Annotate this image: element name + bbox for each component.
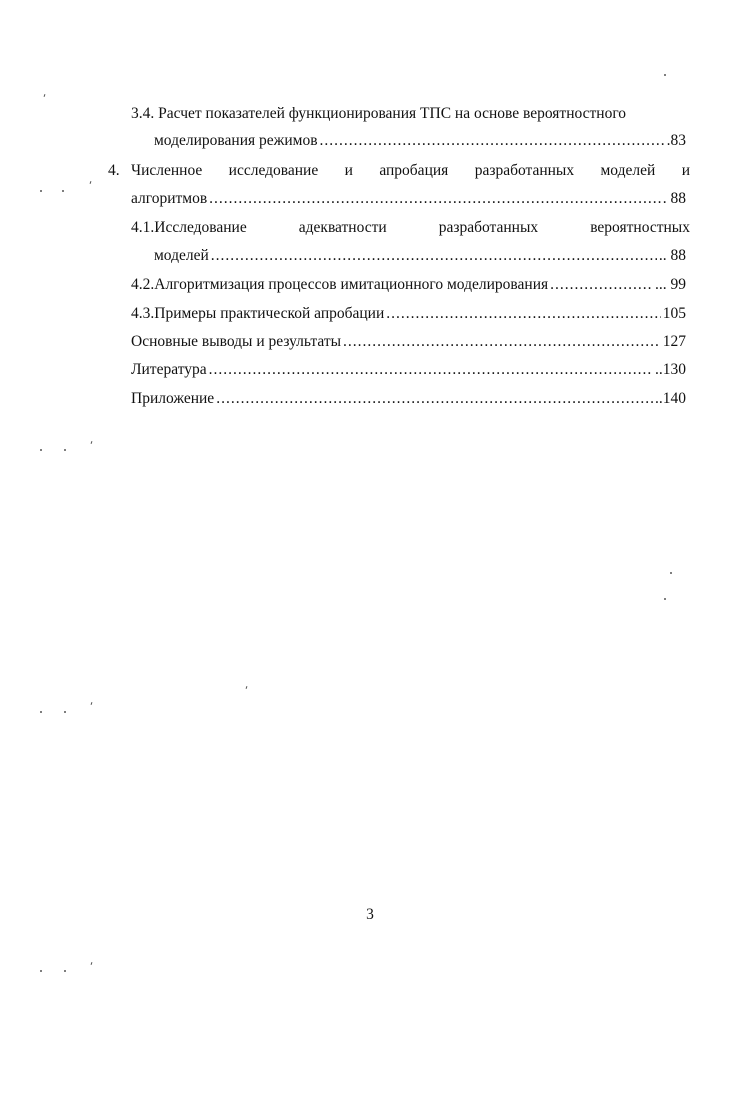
dot-leader: [216, 389, 653, 409]
scan-speck: [91, 441, 93, 444]
scan-speck: [64, 970, 66, 972]
toc-literature-page: ..130: [655, 361, 686, 378]
toc-item-4-word: апробация: [379, 162, 449, 179]
toc-item-4-3-title: 4.3.Примеры практической апробации: [131, 305, 385, 322]
toc-appendix-page: ..140: [655, 390, 686, 407]
dot-leader: [209, 360, 653, 380]
toc-item-4-1-title-cont: моделей: [154, 247, 209, 264]
toc-conclusions-page: . 127: [655, 333, 686, 350]
toc-item-4-1-word: 4.1.Исследование: [131, 219, 247, 236]
toc-item-4-2-page: ... 99: [655, 276, 686, 293]
toc-item-4-1-line2: [154, 246, 686, 266]
toc-literature: [131, 360, 686, 380]
toc-item-4-num: 4.: [108, 162, 120, 179]
toc-appendix-title: Приложение: [131, 390, 215, 407]
toc-item-4-number: [108, 161, 120, 181]
toc-item-4-3: [131, 304, 686, 324]
toc-item-4-2-title: 4.2.Алгоритмизация процессов имитационного моделирования: [131, 276, 549, 293]
dot-leader: [211, 246, 657, 266]
scan-speck: [664, 74, 666, 76]
toc-item-4-1-word: разработанных: [438, 219, 539, 236]
toc-item-4-2: [131, 275, 686, 295]
toc-item-4-word: и: [344, 162, 353, 179]
toc-item-4-word: моделей: [600, 162, 656, 179]
scan-speck: [44, 94, 46, 97]
scan-speck: [90, 181, 92, 184]
scan-speck: [40, 449, 42, 451]
toc-item-4-1-word: адекватности: [298, 219, 387, 236]
toc-item-4-line2: [131, 189, 686, 209]
scan-speck: [40, 970, 42, 972]
scan-speck: [62, 190, 64, 192]
toc-conclusions: [131, 332, 686, 352]
toc-literature-title: Литература: [131, 361, 207, 378]
scan-speck: [91, 962, 93, 965]
toc-item-4-word: Численное: [131, 162, 203, 179]
toc-item-4-word: и: [681, 162, 690, 179]
toc-item-4-word: исследование: [228, 162, 319, 179]
dot-leader: [209, 189, 661, 209]
toc-item-3-4-title-cont: моделирования режимов: [154, 132, 318, 149]
toc-item-4-page: . 88: [662, 190, 686, 207]
scan-speck: [91, 702, 93, 705]
toc-item-4-line1: [131, 161, 690, 181]
toc-item-4-title-cont: алгоритмов: [131, 190, 208, 207]
scan-speck: [664, 598, 666, 600]
toc-appendix: [131, 389, 686, 409]
page-number: 3: [366, 906, 374, 923]
scan-speck: [40, 711, 42, 713]
dot-leader: [343, 332, 653, 352]
toc-item-3-4-line1: [131, 104, 626, 124]
toc-item-4-word: разработанных: [474, 162, 575, 179]
toc-item-4-1-word: вероятностных: [590, 219, 690, 236]
scan-speck: [40, 190, 42, 192]
scan-speck: [64, 711, 66, 713]
toc-item-4-1-line1: [131, 218, 690, 238]
dot-leader: [386, 304, 660, 324]
scan-speck: [64, 449, 66, 451]
toc-item-3-4-line2: [154, 131, 686, 151]
toc-item-3-4-page: .83: [666, 132, 686, 149]
toc-item-3-4-title: 3.4. Расчет показателей функционирования ТПС на основе вероятностного: [131, 105, 627, 122]
toc-item-4-1-page: .. 88: [658, 247, 686, 264]
scan-speck: [670, 572, 672, 574]
dot-leader: [550, 275, 653, 295]
dot-leader: [320, 131, 665, 151]
toc-item-4-3-page: 105: [662, 305, 686, 322]
scan-speck: [246, 686, 248, 689]
toc-conclusions-title: Основные выводы и результаты: [131, 333, 342, 350]
